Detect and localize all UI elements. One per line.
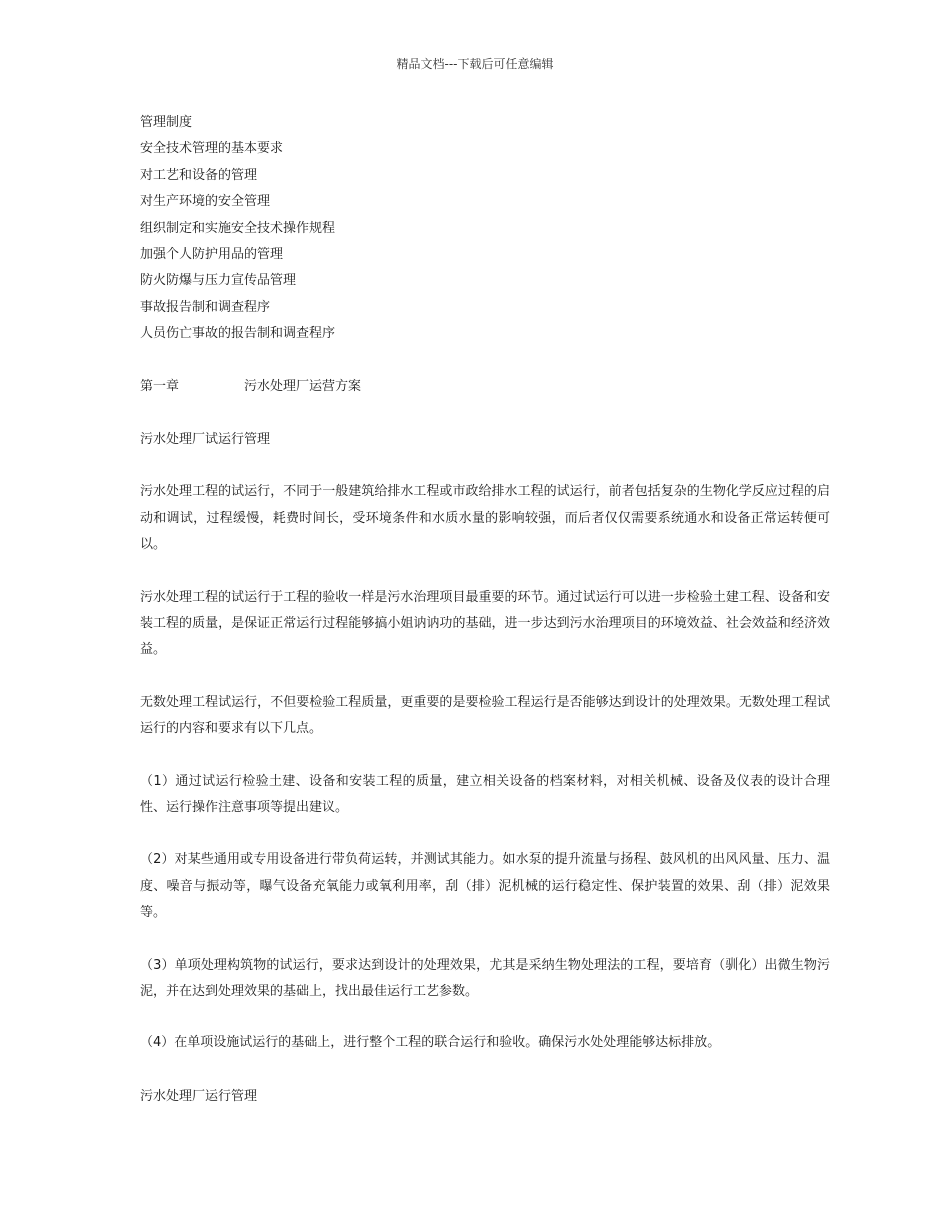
section-heading-trial-operation: 污水处理厂试运行管理	[140, 431, 271, 447]
chapter-number: 第一章	[140, 378, 180, 394]
paragraph: 污水处理工程的试运行于工程的验收一样是污水治理项目最重要的环节。通过试运行可以进一步检验土建工程、设备和安装工程的质量，是保证正常运行过程能够搞小姐讷讷功的基础，进一步达到污水治理项目的环境效益、社会效益和经济效益。	[140, 589, 830, 658]
toc-item: 加强个人防护用品的管理	[140, 246, 284, 262]
document-body	[140, 110, 830, 1110]
toc-list	[140, 110, 830, 348]
paragraph-item-4: （4）在单项设施试运行的基础上，进行整个工程的联合运行和验收。确保污水处处理能够达标排放。	[140, 1035, 721, 1051]
paragraph: 污水处理工程的试运行，不同于一般建筑给排水工程或市政给排水工程的试运行，前者包括复杂的生物化学反应过程的启动和调试，过程缓慢，耗费时间长，受环境条件和水质水量的影响较强，而后者仅仅需要系统通水和设备正常运转便可以。	[140, 484, 830, 553]
chapter-heading	[140, 374, 830, 400]
paragraph-item-3: （3）单项处理构筑物的试运行，要求达到设计的处理效果，尤其是采纳生物处理法的工程，要培育（驯化）出微生物污泥，并在达到处理效果的基础上，找出最佳运行工艺参数。	[140, 957, 830, 1000]
toc-item: 对工艺和设备的管理	[140, 167, 258, 183]
toc-item: 管理制度	[140, 115, 193, 130]
paragraph-item-1: （1）通过试运行检验土建、设备和安装工程的质量，建立相关设备的档案材料，对相关机械、设备及仪表的设计合理性、运行操作注意事项等提出建议。	[140, 773, 830, 815]
toc-item: 人员伤亡事故的报告制和调查程序	[140, 326, 336, 342]
section-heading-operation: 污水处理厂运行管理	[140, 1088, 258, 1104]
paragraph: 无数处理工程试运行，不但要检验工程质量，更重要的是要检验工程运行是否能够达到设计的处理效果。无数处理工程试运行的内容和要求有以下几点。	[140, 694, 830, 737]
toc-item: 对生产环境的安全管理	[140, 194, 271, 210]
toc-item: 事故报告制和调查程序	[140, 299, 271, 315]
chapter-title: 污水处理厂运营方案	[244, 378, 362, 394]
toc-item: 防火防爆与压力宣传品管理	[140, 273, 297, 289]
page-header: 精品文档---下载后可任意编辑	[396, 57, 554, 71]
paragraph-item-2: （2）对某些通用或专用设备进行带负荷运转，并测试其能力。如水泵的提升流量与扬程、鼓风机的出风风量、压力、温度、噪音与振动等，曝气设备充氧能力或氧利用率，刮（排）泥机械的运行稳定性、保护装置的效果、刮（排）泥效果等。	[140, 852, 830, 921]
toc-item: 安全技术管理的基本要求	[140, 141, 284, 157]
toc-item: 组织制定和实施安全技术操作规程	[140, 220, 336, 236]
